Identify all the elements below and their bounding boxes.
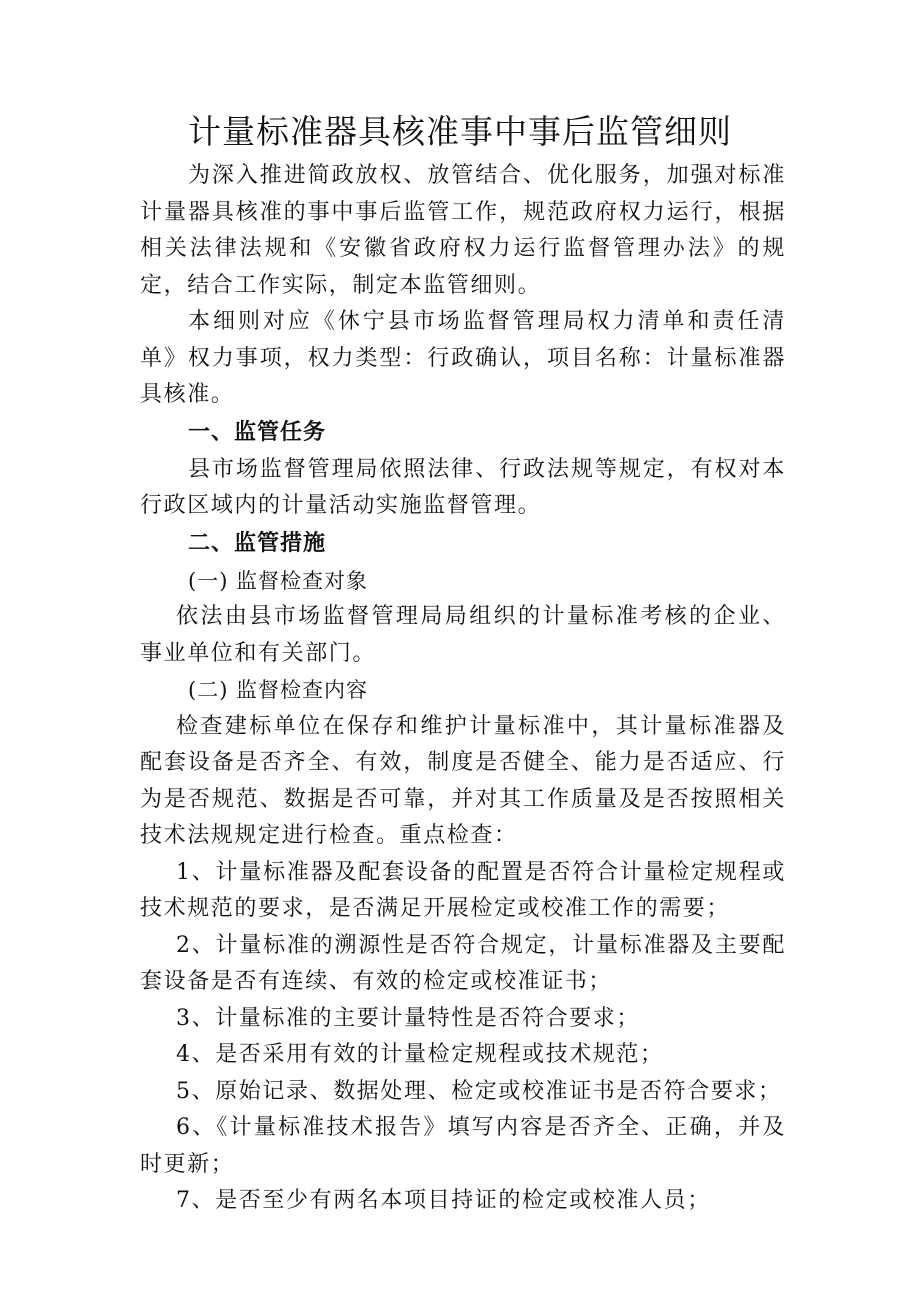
check-item-6: 6、《计量标准技术报告》填写内容是否齐全、正确，并及时更新； (140, 1115, 786, 1177)
subsection-2-heading: (二) 监督检查内容 (188, 678, 369, 702)
check-item-2: 2、计量标准的溯源性是否符合规定，计量标准器及主要配套设备是否有连续、有效的检定或校准证书； (140, 932, 786, 994)
check-item-4: 4、是否采用有效的计量检定规程或技术规范； (176, 1042, 664, 1067)
check-item-3: 3、计量标准的主要计量特性是否符合要求； (176, 1005, 640, 1031)
subsection-1-text: 依法由县市场监督管理局局组织的计量标准考核的企业、事业单位和有关部门。 (140, 604, 786, 666)
intro-paragraph-1: 为深入推进简政放权、放管结合、优化服务，加强对标准计量器具核准的事中事后监管工作，规范政府权力运行，根据相关法律法规和《安徽省政府权力运行监督管理办法》的规定，结合工作实际，制定本监管细则。 (140, 163, 786, 298)
check-item-7: 7、是否至少有两名本项目持证的检定或校准人员； (176, 1188, 711, 1213)
subsection-2-text: 检查建标单位在保存和维护计量标准中，其计量标准器及配套设备是否齐全、有效，制度是否健全、能力是否适应、行为是否规范、数据是否可靠，并对其工作质量及是否按照相关技术法规规定进行检查。重点检查： (140, 713, 786, 848)
check-item-1: 1、计量标准器及配套设备的配置是否符合计量检定规程或技术规范的要求，是否满足开展检定或校准工作的需要； (140, 859, 786, 921)
check-item-5: 5、原始记录、数据处理、检定或校准证书是否符合要求； (176, 1078, 782, 1104)
intro-paragraph-2: 本细则对应《休宁县市场监督管理局权力清单和责任清单》权力事项，权力类型：行政确认，项目名称：计量标准器具核准。 (140, 309, 786, 407)
section-2-heading: 二、监管措施 (188, 530, 327, 556)
subsection-1-heading: (一) 监督检查对象 (188, 568, 369, 593)
section-1-heading: 一、监管任务 (188, 419, 327, 445)
document-title: 计量标准器具核准事中事后监管细则 (188, 112, 732, 151)
document-body (140, 158, 786, 1220)
section-1-text: 县市场监督管理局依照法律、行政法规等规定，有权对本行政区域内的计量活动实施监督管理。 (140, 456, 786, 518)
